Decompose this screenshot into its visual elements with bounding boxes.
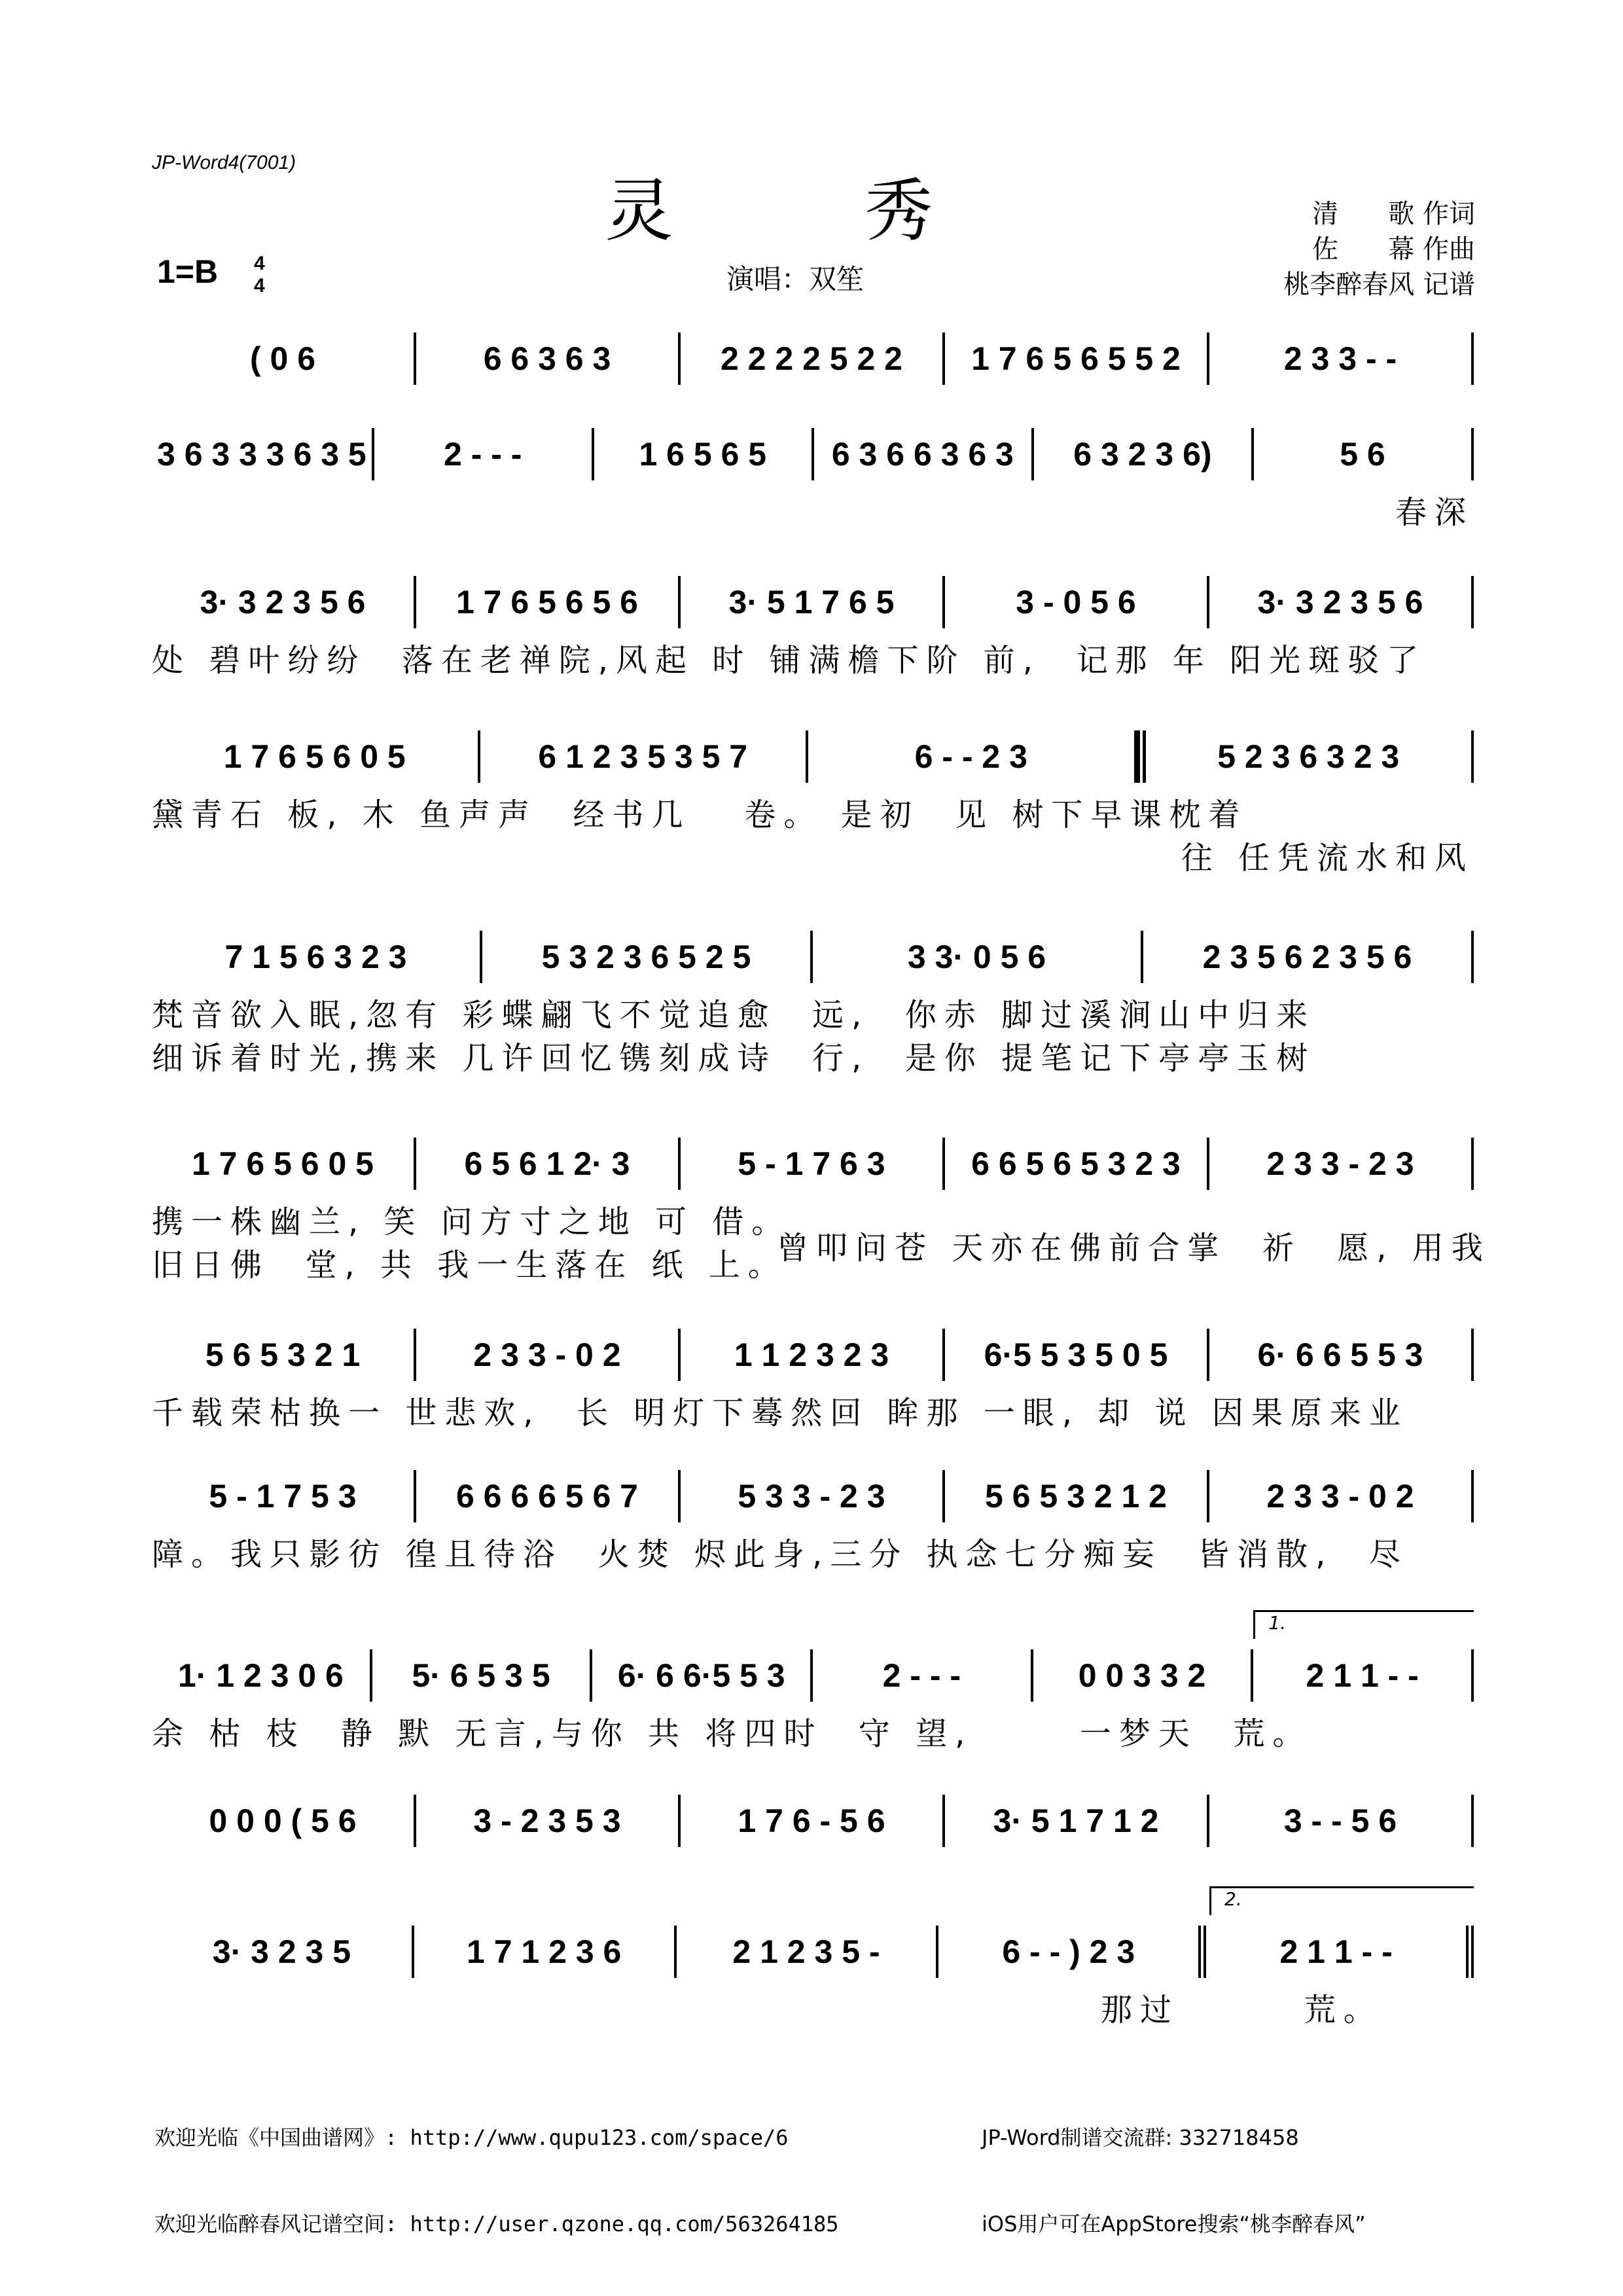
notes-row bbox=[152, 1649, 1474, 1702]
measure bbox=[813, 931, 1143, 983]
measure-notes: 3 6 3 3 3 6 3 5 bbox=[157, 436, 366, 473]
measure bbox=[152, 1795, 416, 1847]
measure bbox=[681, 1470, 945, 1522]
measure-notes: 1 1 2 3 2 3 bbox=[734, 1336, 889, 1373]
measure-notes: 6 6 5 6 5 3 2 3 bbox=[971, 1145, 1181, 1182]
measure bbox=[374, 428, 594, 480]
lyric-line: 梵音欲入眠,忽有 彩蝶翩飞不觉追愈 远, 你赤 脚过溪涧山中归来 bbox=[152, 997, 1316, 1033]
measure-notes: 0 0 3 3 2 bbox=[1078, 1657, 1206, 1694]
footer-appstore-info: iOS用户可在AppStore搜索“桃李醉春风” bbox=[982, 2212, 1366, 2236]
lyric-line: 那过 荒。 bbox=[1101, 1992, 1383, 2028]
measure bbox=[414, 1926, 677, 1978]
measure bbox=[372, 1649, 593, 1702]
lyric-line: 障。我只影彷 徨且待浴 火焚 烬此身,三分 执念七分痴妄 皆消散, 尽 bbox=[152, 1536, 1408, 1573]
measure-notes: 3· 3 2 3 5 6 bbox=[200, 584, 366, 620]
notes-row bbox=[152, 931, 1474, 983]
measure bbox=[594, 428, 814, 480]
measure-notes: 6 6 6 6 5 6 7 bbox=[455, 1478, 638, 1515]
measure bbox=[1209, 1138, 1474, 1190]
measure-notes: 6 - - 2 3 bbox=[914, 738, 1027, 775]
measure-notes: 1 7 6 - 5 6 bbox=[738, 1803, 885, 1839]
notes-row bbox=[152, 332, 1474, 385]
measure bbox=[152, 428, 374, 480]
measure-notes: 0 0 0 ( 5 6 bbox=[209, 1803, 357, 1839]
measure-notes: 1 7 6 5 6 0 5 bbox=[191, 1145, 374, 1182]
measure bbox=[681, 1795, 945, 1847]
measure-notes: 2 1 2 3 5 - bbox=[732, 1933, 880, 1970]
measure bbox=[152, 1926, 414, 1978]
measure-notes: 6· 6 6·5 5 3 bbox=[617, 1657, 785, 1694]
measure bbox=[416, 332, 681, 385]
software-label: JP-Word4(7001) bbox=[152, 152, 296, 173]
singer: 演唱：双笙 bbox=[726, 263, 865, 295]
measure bbox=[152, 576, 416, 628]
measure bbox=[1034, 428, 1254, 480]
measure-notes: 2 2 2 2 5 2 2 bbox=[720, 340, 902, 377]
measure bbox=[1209, 1795, 1474, 1847]
notes-row bbox=[152, 428, 1474, 480]
measure bbox=[677, 1926, 939, 1978]
measure bbox=[1253, 1649, 1474, 1702]
measure bbox=[592, 1649, 813, 1702]
measure bbox=[416, 1138, 681, 1190]
measure-notes: 3 - 2 3 5 3 bbox=[473, 1803, 621, 1839]
measure-notes: 2 3 3 - - bbox=[1283, 340, 1397, 377]
measure bbox=[416, 1795, 681, 1847]
lyric-line: 黛青石 板, 木 鱼声声 经书几 卷。 是初 见 树下早课枕着 bbox=[152, 797, 1248, 833]
measure-notes: 3 3· 0 5 6 bbox=[907, 939, 1046, 975]
lyricist: 清 歌 作词 bbox=[1311, 199, 1475, 229]
measure-notes: 5 3 2 3 6 5 2 5 bbox=[541, 939, 751, 975]
measure bbox=[482, 931, 813, 983]
measure bbox=[1209, 1470, 1474, 1522]
measure-notes: 6 - - ) 2 3 bbox=[1002, 1933, 1135, 1970]
notes-row bbox=[152, 730, 1474, 783]
measure-notes: 2 - - - bbox=[882, 1657, 961, 1694]
measure bbox=[945, 332, 1209, 385]
song-title: 灵 秀 bbox=[605, 171, 1018, 251]
measure-notes: 5· 6 5 3 5 bbox=[412, 1657, 550, 1694]
lyric-line: 细诉着时光,携来 几许回忆镌刻成诗 行, 是你 提笔记下亭亭玉树 bbox=[152, 1040, 1316, 1077]
measure-notes: ( 0 6 bbox=[249, 340, 316, 377]
measure bbox=[1209, 1329, 1474, 1381]
measure bbox=[480, 730, 809, 783]
measure-notes: 2 1 1 - - bbox=[1306, 1657, 1419, 1694]
measure bbox=[152, 931, 482, 983]
measure-notes: 5 - 1 7 5 3 bbox=[209, 1478, 357, 1515]
lyric-line: 余 枯 枝 静 默 无言,与你 共 将四时 守 望, 一梦天 荒。 bbox=[152, 1715, 1312, 1752]
measure-notes: 2 3 3 - 0 2 bbox=[473, 1336, 621, 1373]
measure bbox=[945, 1795, 1209, 1847]
notes-row bbox=[152, 1926, 1474, 1978]
measure-notes: 1· 1 2 3 0 6 bbox=[177, 1657, 344, 1694]
measure-notes: 3· 3 2 3 5 bbox=[212, 1933, 351, 1970]
measure-notes: 5 3 3 - 2 3 bbox=[738, 1478, 885, 1515]
lyric-line: 往 任凭流水和风 bbox=[1181, 840, 1474, 876]
notes-row bbox=[152, 576, 1474, 628]
lyric-line: 千载荣枯换一 世悲欢, 长 明灯下蓦然回 眸那 一眼, 却 说 因果原来业 bbox=[152, 1395, 1408, 1431]
notes-row bbox=[152, 1470, 1474, 1522]
measure-notes: 6·5 5 3 5 0 5 bbox=[984, 1336, 1168, 1373]
measure-notes: 1 7 6 5 6 5 5 2 bbox=[971, 340, 1181, 377]
notes-row bbox=[152, 1795, 1474, 1847]
measure bbox=[938, 1926, 1206, 1978]
measure-notes: 5 6 5 3 2 1 2 bbox=[984, 1478, 1167, 1515]
footer-group-info: JP-Word制谱交流群: 332718458 bbox=[982, 2125, 1299, 2150]
measure-notes: 2 3 3 - 2 3 bbox=[1266, 1145, 1414, 1182]
measure bbox=[945, 576, 1209, 628]
measure-notes: 3 - 0 5 6 bbox=[1016, 584, 1136, 620]
measure-notes: 7 1 5 6 3 2 3 bbox=[224, 939, 407, 975]
measure-notes: 2 1 1 - - bbox=[1279, 1933, 1393, 1970]
footer-link-1[interactable]: 欢迎光临《中国曲谱网》: http://www.qupu123.com/space/6 bbox=[154, 2125, 789, 2150]
measure-notes: 6 3 2 3 6) bbox=[1073, 436, 1212, 473]
measure-notes: 6 6 3 6 3 bbox=[483, 340, 611, 377]
measure bbox=[152, 1649, 372, 1702]
time-signature bbox=[254, 253, 265, 297]
measure bbox=[681, 1138, 945, 1190]
measure-notes: 6 3 6 6 3 6 3 bbox=[831, 436, 1014, 473]
measure bbox=[1209, 576, 1474, 628]
transcriber: 桃李醉春风 记谱 bbox=[1283, 270, 1475, 300]
measure bbox=[1033, 1649, 1254, 1702]
measure bbox=[813, 1649, 1033, 1702]
lyric-line: 旧日佛 堂, 共 我一生落在 纸 上。 bbox=[152, 1247, 787, 1283]
lyric-line: 处 碧叶纷纷 落在老禅院,风起 时 铺满檐下阶 前, 记那 年 阳光斑驳了 bbox=[152, 642, 1427, 679]
measure-notes: 3 - - 5 6 bbox=[1283, 1803, 1397, 1839]
measure bbox=[1137, 730, 1474, 783]
measure bbox=[152, 1329, 416, 1381]
composer: 佐 幕 作曲 bbox=[1311, 234, 1475, 264]
measure-notes: 3· 5 1 7 6 5 bbox=[728, 584, 895, 620]
footer-left bbox=[154, 2066, 839, 2267]
measure bbox=[152, 1470, 416, 1522]
measure bbox=[681, 576, 945, 628]
footer-link-2[interactable]: 欢迎光临醉春风记谱空间: http://user.qzone.qq.com/563264185 bbox=[154, 2212, 839, 2236]
measure bbox=[152, 730, 480, 783]
measure-notes: 2 - - - bbox=[444, 436, 522, 473]
measure bbox=[416, 576, 681, 628]
measure-notes: 3· 3 2 3 5 6 bbox=[1257, 584, 1423, 620]
measure bbox=[814, 428, 1034, 480]
measure-notes: 6· 6 6 5 5 3 bbox=[1257, 1336, 1423, 1373]
measure-notes: 1 7 1 2 3 6 bbox=[467, 1933, 622, 1970]
measure bbox=[152, 332, 416, 385]
measure bbox=[416, 1329, 681, 1381]
measure bbox=[681, 1329, 945, 1381]
key-signature: 1=B bbox=[157, 253, 219, 290]
measure-notes: 1 7 6 5 6 0 5 bbox=[223, 738, 406, 775]
measure bbox=[152, 1138, 416, 1190]
volta-bracket: 1. bbox=[1253, 1610, 1474, 1639]
notes-row bbox=[152, 1138, 1474, 1190]
notes-row bbox=[152, 1329, 1474, 1381]
measure-notes: 2 3 5 6 2 3 5 6 bbox=[1202, 939, 1412, 975]
measure bbox=[945, 1329, 1209, 1381]
measure bbox=[1143, 931, 1474, 983]
lyric-line: 携一株幽兰, 笑 问方寸之地 可 借。 bbox=[152, 1204, 791, 1240]
measure-notes: 5 - 1 7 6 3 bbox=[738, 1145, 885, 1182]
measure-notes: 5 6 bbox=[1340, 436, 1385, 473]
credits bbox=[1283, 196, 1475, 302]
measure bbox=[1254, 428, 1474, 480]
measure-notes: 5 6 5 3 2 1 bbox=[205, 1336, 361, 1373]
measure-notes: 6 1 2 3 5 3 5 7 bbox=[538, 738, 748, 775]
measure-notes: 5 2 3 6 3 2 3 bbox=[1217, 738, 1400, 775]
meter-bottom: 4 bbox=[254, 275, 265, 296]
lyric-line: 曾叩问苍 天亦在佛前合掌 祈 愿, 用我 bbox=[777, 1230, 1491, 1266]
measure-notes: 2 3 3 - 0 2 bbox=[1266, 1478, 1414, 1515]
measure bbox=[681, 332, 945, 385]
lyric-line: 春深 bbox=[1395, 494, 1474, 531]
measure-notes: 3· 5 1 7 1 2 bbox=[993, 1803, 1159, 1839]
measure bbox=[945, 1138, 1209, 1190]
measure bbox=[1209, 332, 1474, 385]
measure bbox=[808, 730, 1137, 783]
meter-top: 4 bbox=[254, 253, 265, 274]
footer-right bbox=[982, 2066, 1366, 2267]
measure-notes: 1 7 6 5 6 5 6 bbox=[455, 584, 638, 620]
measure bbox=[416, 1470, 681, 1522]
volta-bracket: 2. bbox=[1209, 1886, 1474, 1915]
measure bbox=[945, 1470, 1209, 1522]
measure-notes: 1 6 5 6 5 bbox=[639, 436, 767, 473]
measure-notes: 6 5 6 1 2· 3 bbox=[464, 1145, 630, 1182]
measure bbox=[1206, 1926, 1474, 1978]
